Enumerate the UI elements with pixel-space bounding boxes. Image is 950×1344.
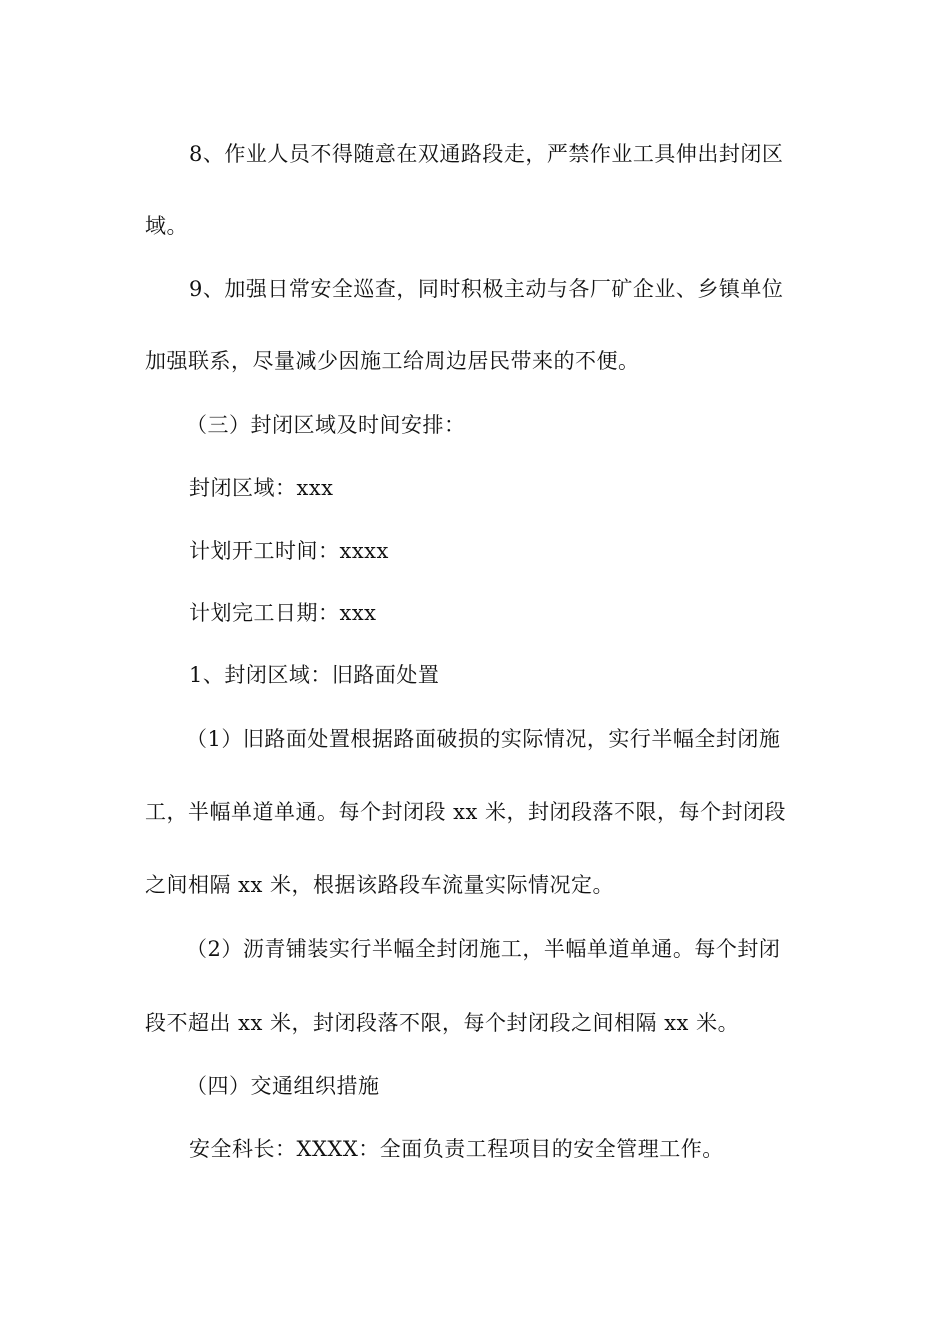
planned-start-line: 计划开工时间：xxxx — [189, 539, 389, 563]
paragraph-sub-2-line-1: （2）沥青铺装实行半幅全封闭施工，半幅单道单通。每个封闭 — [186, 937, 781, 961]
section-heading-3: （三）封闭区域及时间安排： — [186, 413, 466, 437]
safety-chief-line: 安全科长：XXXX：全面负责工程项目的安全管理工作。 — [189, 1137, 724, 1161]
paragraph-item-9-line-2: 加强联系，尽量减少因施工给周边居民带来的不便。 — [145, 349, 640, 373]
paragraph-item-8-line-2: 域。 — [145, 214, 188, 238]
paragraph-sub-1-line-1: （1）旧路面处置根据路面破损的实际情况，实行半幅全封闭施 — [186, 727, 781, 751]
subsection-heading-1: 1、封闭区域：旧路面处置 — [189, 663, 440, 687]
paragraph-sub-2-line-2: 段不超出 xx 米，封闭段落不限，每个封闭段之间相隔 xx 米。 — [145, 1011, 740, 1035]
paragraph-sub-1-line-2: 工，半幅单道单通。每个封闭段 xx 米，封闭段落不限，每个封闭段 — [145, 800, 787, 824]
paragraph-sub-1-line-3: 之间相隔 xx 米，根据该路段车流量实际情况定。 — [145, 873, 615, 897]
closure-area-line: 封闭区域：xxx — [189, 476, 334, 500]
paragraph-item-8-line-1: 8、作业人员不得随意在双通路段走，严禁作业工具伸出封闭区 — [189, 142, 784, 166]
planned-finish-line: 计划完工日期：xxx — [189, 601, 377, 625]
section-heading-4: （四）交通组织措施 — [186, 1074, 380, 1098]
paragraph-item-9-line-1: 9、加强日常安全巡查，同时积极主动与各厂矿企业、乡镇单位 — [189, 277, 784, 301]
